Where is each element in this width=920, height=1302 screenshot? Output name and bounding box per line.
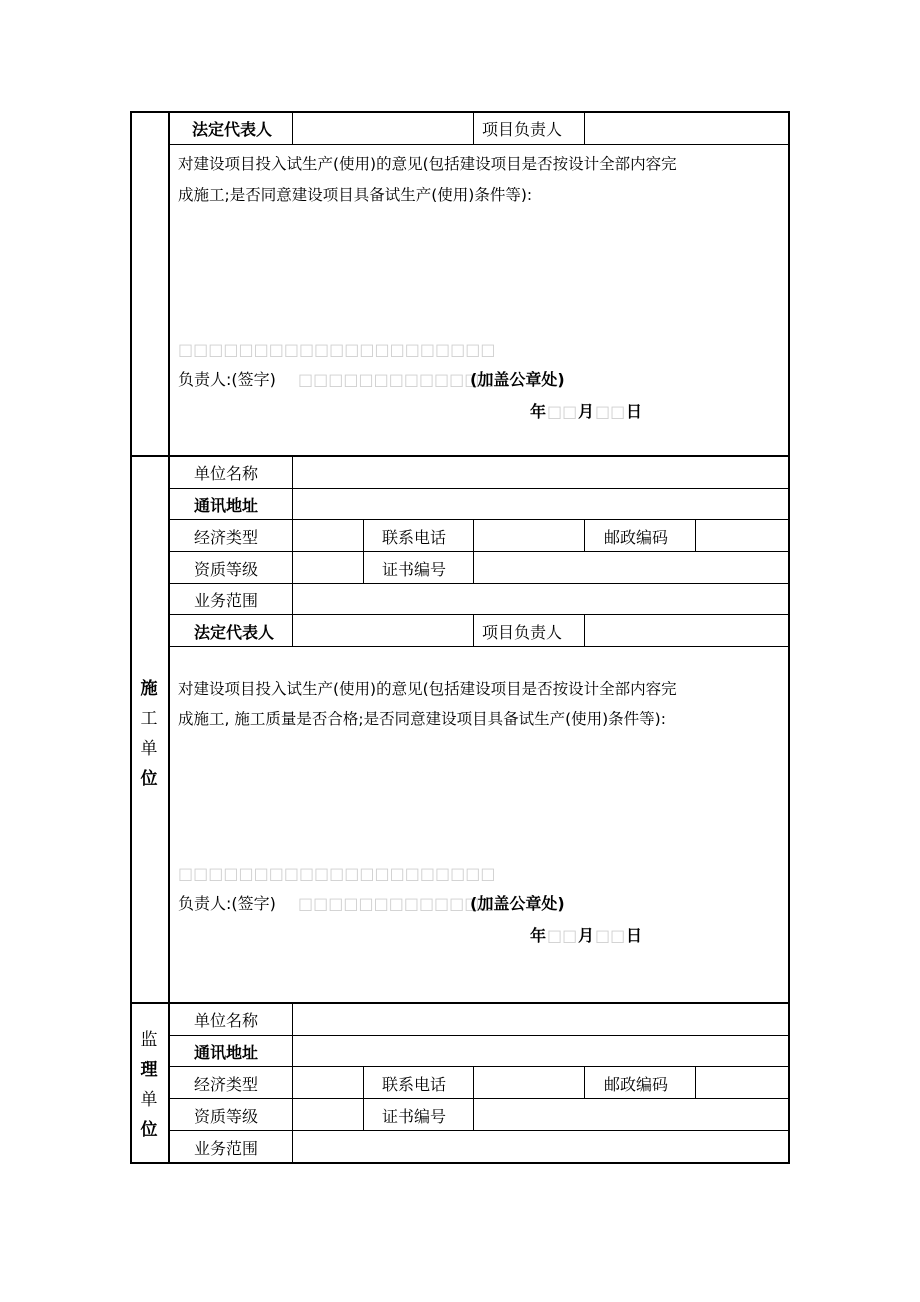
side-title-char: 单 [140,1090,158,1110]
day-blank[interactable]: □□ [595,402,626,421]
unit-name-field[interactable] [294,1004,786,1034]
col-line [292,111,293,145]
phone-label: 联系电话 [382,1075,447,1094]
econ-type-label: 经济类型 [194,1075,259,1094]
project-lead-field[interactable] [586,113,786,143]
col-line [584,519,585,551]
phone-field[interactable] [475,520,583,550]
opinion-area[interactable] [172,735,784,860]
seal-label: (加盖公章处) [470,894,565,913]
month-blank[interactable]: □□ [547,926,578,945]
col-line [584,1066,585,1098]
border-right [788,111,790,1164]
side-title-char: 位 [140,769,158,789]
border-bottom [130,1162,790,1164]
placeholder-boxes: □□□□□□□□□□□□□□□□□□□□□ [178,340,496,359]
opinion-area[interactable] [172,210,784,335]
unit-name-label: 单位名称 [194,1011,259,1030]
col-line [584,614,585,646]
col-line [363,1066,364,1130]
side-title-char: 位 [140,1120,158,1140]
legal-rep-field[interactable] [294,615,472,645]
unit-name-field[interactable] [294,457,786,487]
col-line [292,456,293,646]
business-scope-field[interactable] [294,1131,786,1161]
econ-type-field[interactable] [294,1067,362,1097]
postcode-label: 邮政编码 [604,528,669,547]
business-scope-label: 业务范围 [194,1139,259,1158]
side-title-char: 监 [140,1030,158,1050]
signer-label: 负责人:(签字) [178,894,276,913]
cert-no-label: 证书编号 [382,1107,447,1126]
row-line [168,144,790,145]
month-label: 月 [578,926,595,945]
qualification-field[interactable] [294,552,362,582]
signature-field[interactable]: □□□□□□□□□□□□□ [298,370,495,389]
border-left [130,111,132,1164]
day-label: 日 [626,926,643,945]
legal-rep-field[interactable] [294,113,472,143]
project-lead-label: 项目负责人 [482,623,563,642]
col-line [473,1066,474,1130]
project-lead-label: 项目负责人 [482,120,563,139]
opinion-text-line2: 成施工, 施工质量是否合格;是否同意建设项目具备试生产(使用)条件等): [178,710,666,728]
phone-field[interactable] [475,1067,583,1097]
placeholder-boxes: □□□□□□□□□□□□□□□□□□□□□ [178,864,496,883]
opinion-text-line1: 对建设项目投入试生产(使用)的意见(包括建设项目是否按设计全部内容完 [178,155,677,173]
legal-rep-label: 法定代表人 [192,120,273,139]
cert-no-label: 证书编号 [382,560,447,579]
col-line [473,519,474,583]
cert-no-field[interactable] [475,1099,786,1129]
address-label: 通讯地址 [194,1043,259,1062]
day-blank[interactable]: □□ [595,926,626,945]
row-line [168,646,790,647]
col-line [363,519,364,583]
postcode-field[interactable] [697,520,786,550]
address-label: 通讯地址 [194,496,259,515]
business-scope-label: 业务范围 [194,591,259,610]
cert-no-field[interactable] [475,552,786,582]
address-field[interactable] [294,1036,786,1065]
month-blank[interactable]: □□ [547,402,578,421]
col-line [695,519,696,551]
phone-label: 联系电话 [382,528,447,547]
day-label: 日 [626,402,643,421]
year-label: 年 [530,926,547,945]
postcode-label: 邮政编码 [604,1075,669,1094]
project-lead-field[interactable] [586,615,786,645]
business-scope-field[interactable] [294,584,786,613]
col-line [695,1066,696,1098]
col-line [473,614,474,646]
legal-rep-label: 法定代表人 [194,623,275,642]
unit-name-label: 单位名称 [194,464,259,483]
side-title-char: 单 [140,739,158,759]
seal-label: (加盖公章处) [470,370,565,389]
col-line [584,111,585,145]
qualification-label: 资质等级 [194,560,259,579]
year-label: 年 [530,402,547,421]
postcode-field[interactable] [697,1067,786,1097]
qualification-label: 资质等级 [194,1107,259,1126]
opinion-text-line1: 对建设项目投入试生产(使用)的意见(包括建设项目是否按设计全部内容完 [178,680,677,698]
signer-label: 负责人:(签字) [178,370,276,389]
qualification-field[interactable] [294,1099,362,1129]
opinion-text-line2: 成施工;是否同意建设项目具备试生产(使用)条件等): [178,186,533,204]
col-line [292,1003,293,1163]
col-line [473,111,474,145]
side-title-char: 施 [140,679,158,699]
side-title-char: 工 [140,709,158,729]
econ-type-field[interactable] [294,520,362,550]
side-title-char: 理 [140,1060,158,1080]
address-field[interactable] [294,489,786,518]
side-column-divider [168,111,170,1164]
month-label: 月 [578,402,595,421]
signature-field[interactable]: □□□□□□□□□□□□□ [298,894,495,913]
econ-type-label: 经济类型 [194,528,259,547]
